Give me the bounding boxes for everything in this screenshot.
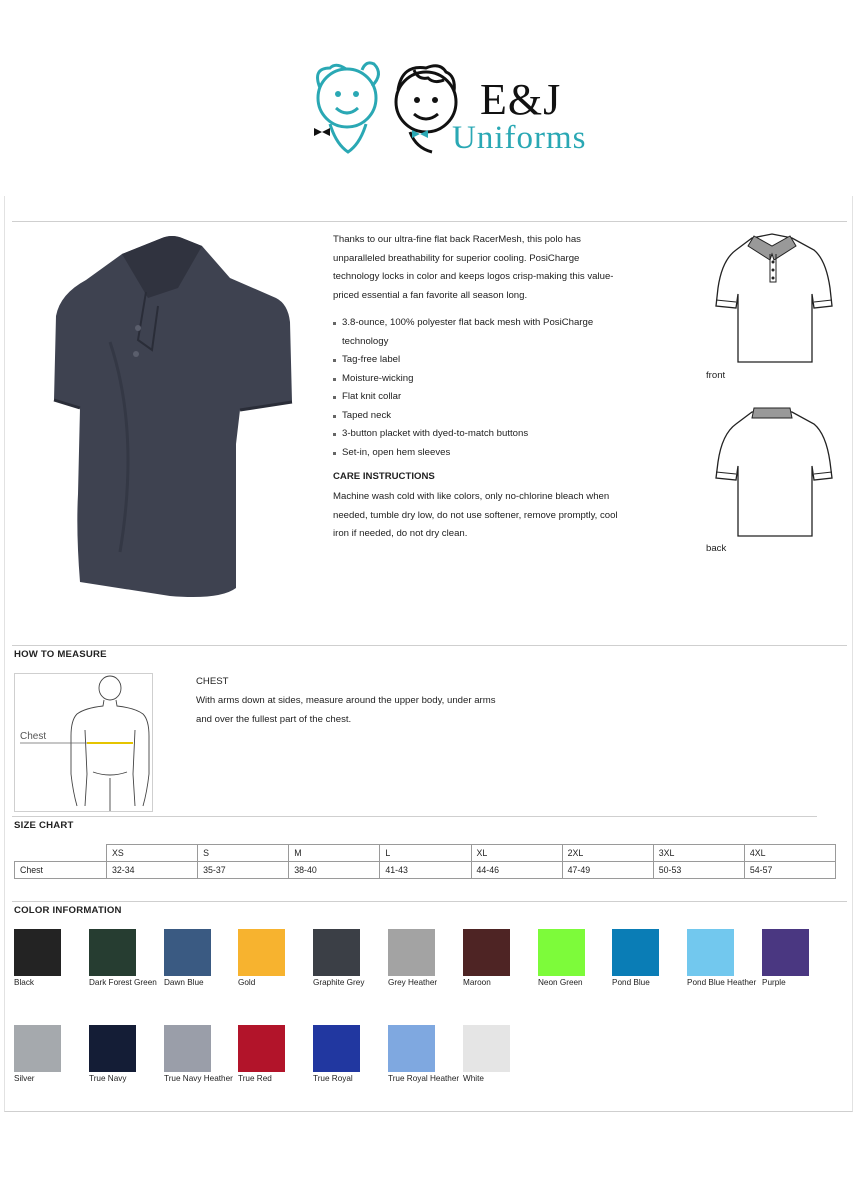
feature-item: Tag-free label bbox=[333, 351, 623, 370]
color-swatch-label: Neon Green bbox=[538, 978, 583, 987]
front-label: front bbox=[706, 370, 726, 381]
care-instructions-text: Machine wash cold with like colors, only no-chlorine bleach when needed, tumble dry low, do not use softener, remove promptly, cool iron if needed, do not dry clean. bbox=[333, 491, 618, 539]
feature-item: Taped neck bbox=[333, 407, 623, 426]
divider bbox=[12, 901, 847, 902]
size-chart-title: SIZE CHART bbox=[14, 820, 74, 831]
size-header-cell: XL bbox=[471, 845, 562, 862]
color-swatch-label: Grey Heather bbox=[388, 978, 438, 987]
body-outline-icon bbox=[15, 674, 152, 811]
empty-cell bbox=[15, 845, 107, 862]
feature-item: 3-button placket with dyed-to-match buttons bbox=[333, 425, 623, 444]
kids-faces-icon bbox=[306, 58, 476, 162]
size-value-cell: 44-46 bbox=[471, 862, 562, 879]
size-value-cell: 54-57 bbox=[744, 862, 835, 879]
chest-row bbox=[15, 862, 836, 879]
color-swatch[interactable] bbox=[388, 1025, 435, 1072]
color-swatch[interactable] bbox=[538, 929, 585, 976]
color-swatch[interactable] bbox=[313, 1025, 360, 1072]
color-swatch[interactable] bbox=[388, 929, 435, 976]
color-swatch-label: True Royal bbox=[313, 1074, 353, 1083]
chest-heading: CHEST bbox=[196, 676, 229, 687]
size-value-cell: 35-37 bbox=[198, 862, 289, 879]
color-swatch-label: True Navy bbox=[89, 1074, 127, 1083]
color-swatch[interactable] bbox=[89, 1025, 136, 1072]
feature-item: Moisture-wicking bbox=[333, 370, 623, 389]
feature-item: Flat knit collar bbox=[333, 388, 623, 407]
divider bbox=[12, 221, 847, 222]
polo-shirt-photo bbox=[50, 232, 295, 602]
color-swatch-label: White bbox=[463, 1074, 484, 1083]
size-header-cell: 3XL bbox=[653, 845, 744, 862]
logo-text-ej: E&J bbox=[480, 75, 562, 124]
color-swatch[interactable] bbox=[463, 1025, 510, 1072]
color-swatch[interactable] bbox=[14, 929, 61, 976]
color-swatch[interactable] bbox=[612, 929, 659, 976]
feature-item: Set-in, open hem sleeves bbox=[333, 444, 623, 463]
color-swatch-label: Dark Forest Green bbox=[89, 978, 157, 987]
measure-figure bbox=[14, 673, 153, 812]
color-swatch-label: Dawn Blue bbox=[164, 978, 204, 987]
logo-text-uniforms: Uniforms bbox=[452, 120, 587, 156]
feature-list bbox=[333, 314, 623, 462]
color-swatch-label: True Royal Heather bbox=[388, 1074, 460, 1083]
color-swatch[interactable] bbox=[238, 929, 285, 976]
color-swatch-label: Pond Blue Heather bbox=[687, 978, 757, 987]
size-header-cell: XS bbox=[107, 845, 198, 862]
size-value-cell: 38-40 bbox=[289, 862, 380, 879]
color-swatch[interactable] bbox=[164, 1025, 211, 1072]
color-swatch[interactable] bbox=[762, 929, 809, 976]
shirt-front-sketch bbox=[710, 230, 835, 366]
color-swatch-label: Maroon bbox=[463, 978, 491, 987]
color-swatch-label: True Navy Heather bbox=[164, 1074, 233, 1083]
chest-instructions: With arms down at sides, measure around the upper body, under arms and over the fullest part of the chest. bbox=[196, 695, 496, 725]
divider bbox=[12, 645, 847, 646]
size-header-cell: L bbox=[380, 845, 471, 862]
color-information-title: COLOR INFORMATION bbox=[14, 905, 122, 916]
size-header-row bbox=[15, 845, 836, 862]
size-header-cell: 4XL bbox=[744, 845, 835, 862]
color-swatch[interactable] bbox=[463, 929, 510, 976]
color-swatch-label: Silver bbox=[14, 1074, 35, 1083]
size-value-cell: 32-34 bbox=[107, 862, 198, 879]
color-swatch-label: True Red bbox=[238, 1074, 272, 1083]
shirt-back-sketch bbox=[710, 404, 835, 540]
color-swatch[interactable] bbox=[14, 1025, 61, 1072]
color-swatch[interactable] bbox=[164, 929, 211, 976]
feature-item: 3.8-ounce, 100% polyester flat back mesh with PosiCharge technology bbox=[333, 314, 623, 351]
row-label-cell: Chest bbox=[15, 862, 107, 879]
size-header-cell: 2XL bbox=[562, 845, 653, 862]
product-description: Thanks to our ultra-fine flat back RacerMesh, this polo has unparalleled breathability for superior cooling. PosiCharge technology locks in color and keeps logos crisp-making this value-priced essential a fan favorite all season long. bbox=[333, 234, 614, 301]
color-swatch[interactable] bbox=[313, 929, 360, 976]
color-swatch[interactable] bbox=[687, 929, 734, 976]
color-swatch-label: Purple bbox=[762, 978, 786, 987]
care-instructions-title: CARE INSTRUCTIONS bbox=[333, 471, 435, 482]
size-value-cell: 50-53 bbox=[653, 862, 744, 879]
size-header-cell: S bbox=[198, 845, 289, 862]
color-swatch-label: Gold bbox=[238, 978, 256, 987]
brand-logo[interactable] bbox=[306, 58, 596, 162]
size-value-cell: 41-43 bbox=[380, 862, 471, 879]
size-header-cell: M bbox=[289, 845, 380, 862]
back-label: back bbox=[706, 543, 727, 554]
size-chart-table bbox=[14, 844, 836, 879]
color-swatch-label: Pond Blue bbox=[612, 978, 650, 987]
size-value-cell: 47-49 bbox=[562, 862, 653, 879]
color-swatch[interactable] bbox=[89, 929, 136, 976]
divider bbox=[12, 816, 817, 817]
color-swatch-label: Black bbox=[14, 978, 35, 987]
color-swatch-label: Graphite Grey bbox=[313, 978, 365, 987]
color-swatch[interactable] bbox=[238, 1025, 285, 1072]
how-to-measure-title: HOW TO MEASURE bbox=[14, 649, 107, 660]
chest-figure-label: Chest bbox=[20, 731, 47, 742]
